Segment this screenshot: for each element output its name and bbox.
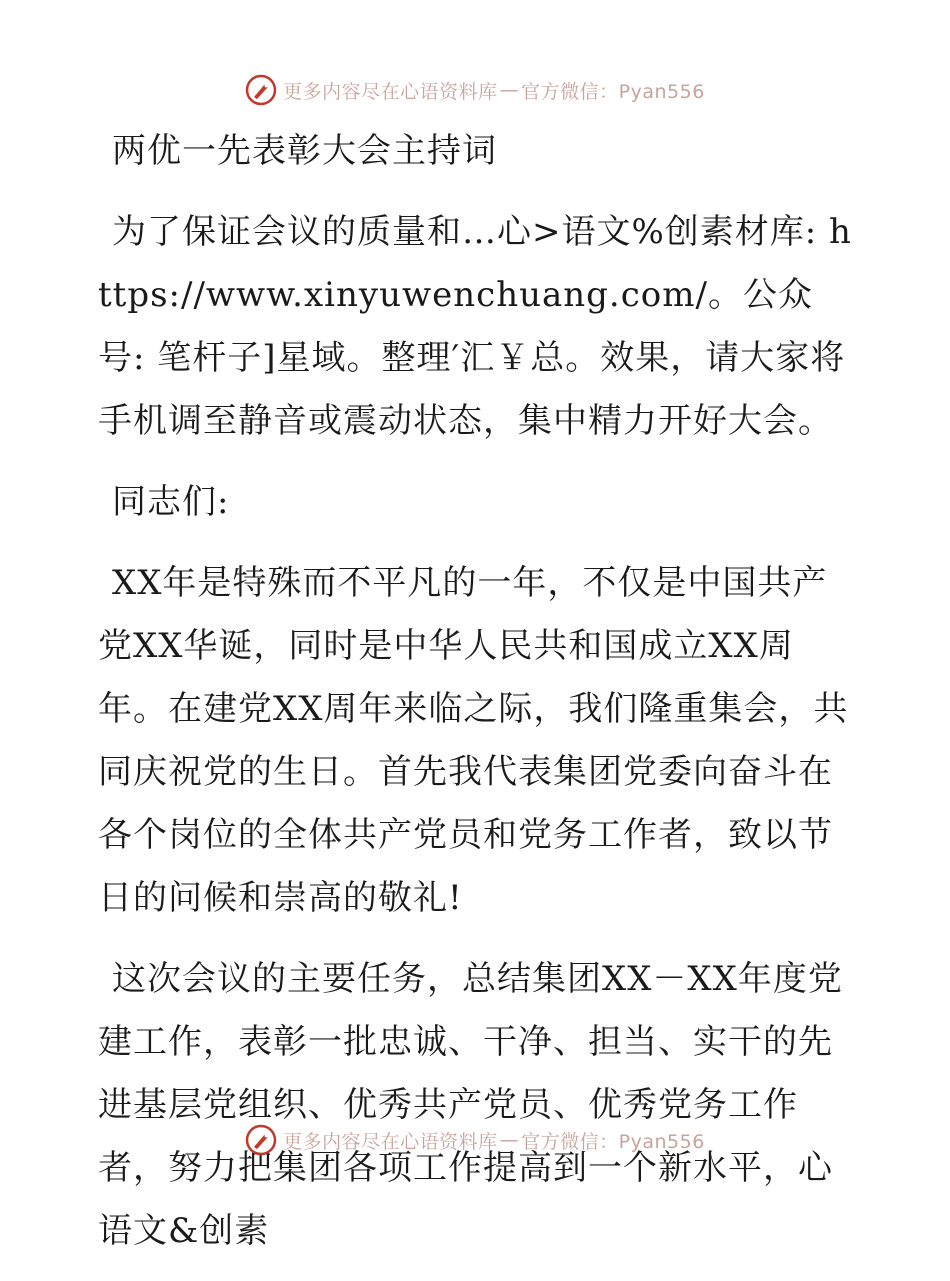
banner-suffix: 官方微信：Pyan556 <box>521 80 705 103</box>
document-title: 两优一先表彰大会主持词 <box>112 131 497 171</box>
paragraph-tasks: 这次会议的主要任务，总结集团XX－XX年度党建工作，表彰一批忠诚、干净、担当、实干的先进基层党组织、优秀共产党员、优秀党务工作者，努力把集团各项工作提高到一个新水平，心语文&创素 <box>98 959 843 1251</box>
pen-logo-icon <box>245 1124 277 1156</box>
paragraph-greeting: 同志们: <box>112 482 230 522</box>
pen-logo-icon <box>245 74 277 106</box>
banner-separator: — <box>499 79 520 101</box>
banner-text: 更多内容尽在心语资料库 <box>283 1130 498 1153</box>
header-watermark <box>0 70 950 110</box>
document-body <box>98 120 858 1281</box>
banner-suffix: 官方微信：Pyan556 <box>521 1130 705 1153</box>
banner-text: 更多内容尽在心语资料库 <box>283 80 498 103</box>
banner-separator: — <box>499 1129 520 1151</box>
paragraph-anniversary: XX年是特殊而不平凡的一年，不仅是中国共产党XX华诞，同时是中华人民共和国成立XX周年。在建党XX周年来临之际，我们隆重集会，共同庆祝党的生日。首先我代表集团党委向奋斗在各个岗位的全体共产党员和党务工作者，致以节日的问候和崇高的敬礼! <box>98 563 849 918</box>
paragraph-intro: 为了保证会议的质量和…心>语文%创素材库: https://www.xinyuwenchuang.com/。公众号: 笔杆子]星域。整理′汇￥总。效果，请大家将手机调至静音或震动状态，集中精力开好大会。 <box>98 212 852 441</box>
footer-watermark <box>0 1120 950 1160</box>
